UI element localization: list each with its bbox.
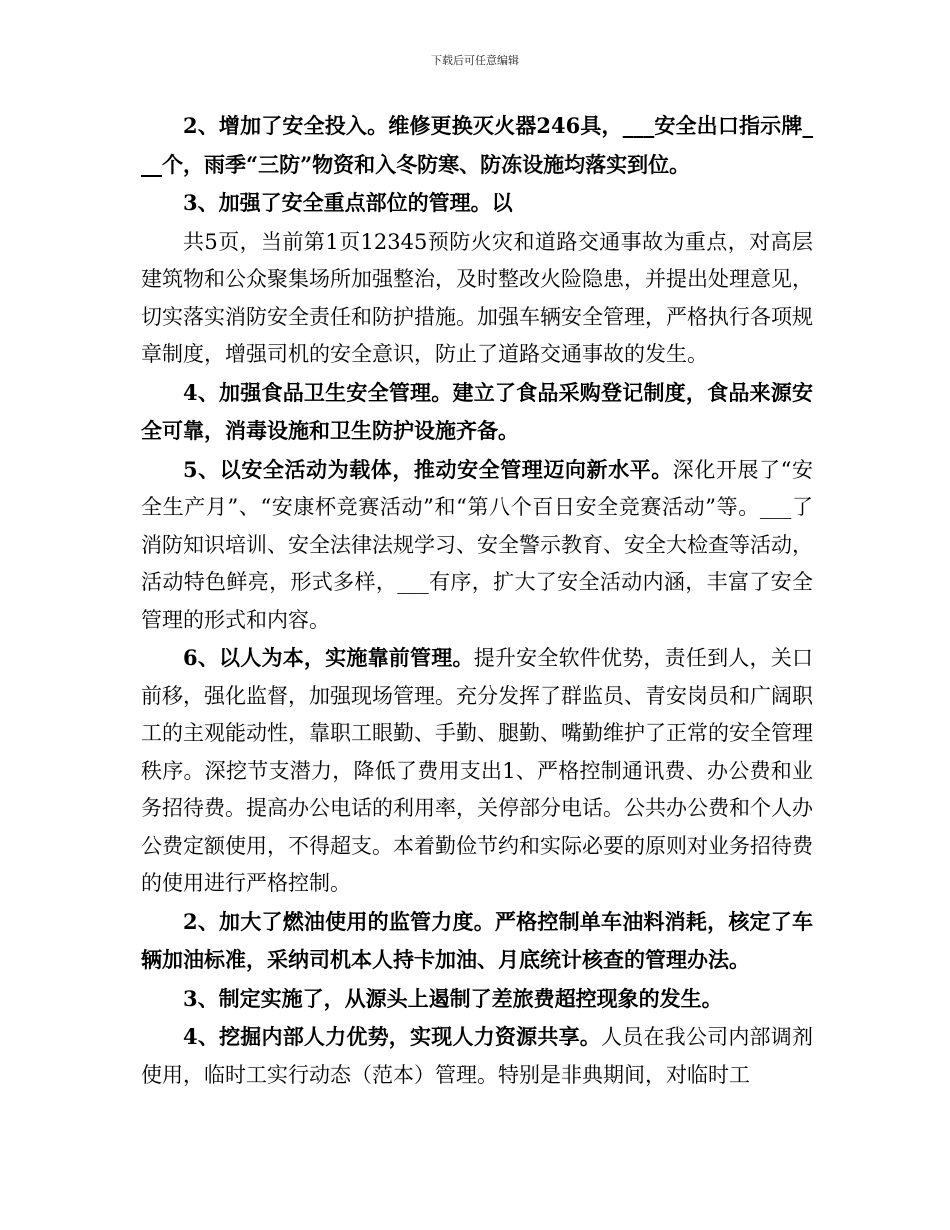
paragraph-bold-text: 5、以安全活动为载体，推动安全管理迈向新水平。 (183, 456, 673, 482)
paragraph-safety-investment (141, 107, 813, 184)
paragraph-safety-activities (141, 451, 813, 640)
paragraph-text: 提升安全软件优势，责任到人，关口前移，强化监督，加强现场管理。充分发挥了群监员、青安岗员和广阔职工的主观能动性，靠职工眼勤、手勤、腿勤、嘴勤维护了正常的安全管理秩序。深挖节支潜力，降低了费用支出1、严格控制通讯费、办公费和业务招待费。提高办公电话的利用率，关停部分电话。公共办公费和个人办公费定额使用，不得超支。本着勤俭节约和实际必要的原则对业务招待费的使用进行严格控制。 (141, 646, 813, 895)
paragraph-bold-text: 3、制定实施了，从源头上遏制了差旅费超控现象的发生。 (183, 985, 723, 1011)
paragraph-bold-text: 6、以人为本，实施靠前管理。 (183, 645, 474, 670)
paragraph-bold-text: 2、增加了安全投入。维修更换灭火器246具，___安全出口指示牌___个，雨季“三防”物资和入冬防寒、防冻设施均落实到位。 (141, 113, 813, 177)
paragraph-fire-traffic (141, 223, 813, 374)
paragraph-bold-text: 3、加强了安全重点部位的管理。以 (183, 190, 513, 215)
paragraph-key-areas (141, 184, 813, 223)
paragraph-travel-expenses (141, 980, 813, 1019)
paragraph-food-safety (141, 374, 813, 451)
paragraph-fuel-supervision (141, 903, 813, 980)
document-body (141, 107, 813, 1094)
paragraph-bold-text: 4、挖掘内部人力优势，实现人力资源共享。 (183, 1024, 602, 1049)
paragraph-bold-text: 4、加强食品卫生安全管理。建立了食品采购登记制度，食品来源安全可靠，消毒设施和卫生防护设施齐备。 (141, 379, 813, 443)
paragraph-people-oriented (141, 639, 813, 903)
paragraph-text: 深化开展了“安全生产月”、“安康杯竞赛活动”和“第八个百日安全竞赛活动”等。___了消防知识培训、安全法律法规学习、安全警示教育、安全大检查等活动，活动特色鲜亮，形式多样，___有序，扩大了安全活动内涵，丰富了安全管理的形式和内容。 (141, 457, 813, 632)
paragraph-text: 人员在我公司内部调剂使用，临时工实行动态（范本）管理。特别是非典期间，对临时工 (141, 1025, 813, 1087)
paragraph-bold-text: 2、加大了燃油使用的监管力度。严格控制单车油料消耗，核定了车辆加油标准，采纳司机本人持卡加油、月底统计核查的管理办法。 (141, 908, 813, 972)
page-header-note: 下载后可任意编辑 (431, 54, 519, 67)
paragraph-text: 共5页，当前第1页12345预防火灾和道路交通事故为重点，对高层建筑物和公众聚集场所加强整治，及时整改火险隐患，并提出处理意见，切实落实消防安全责任和防护措施。加强车辆安全管理，严格执行各项规章制度，增强司机的安全意识，防止了道路交通事故的发生。 (141, 229, 813, 366)
paragraph-human-resources (141, 1018, 813, 1094)
